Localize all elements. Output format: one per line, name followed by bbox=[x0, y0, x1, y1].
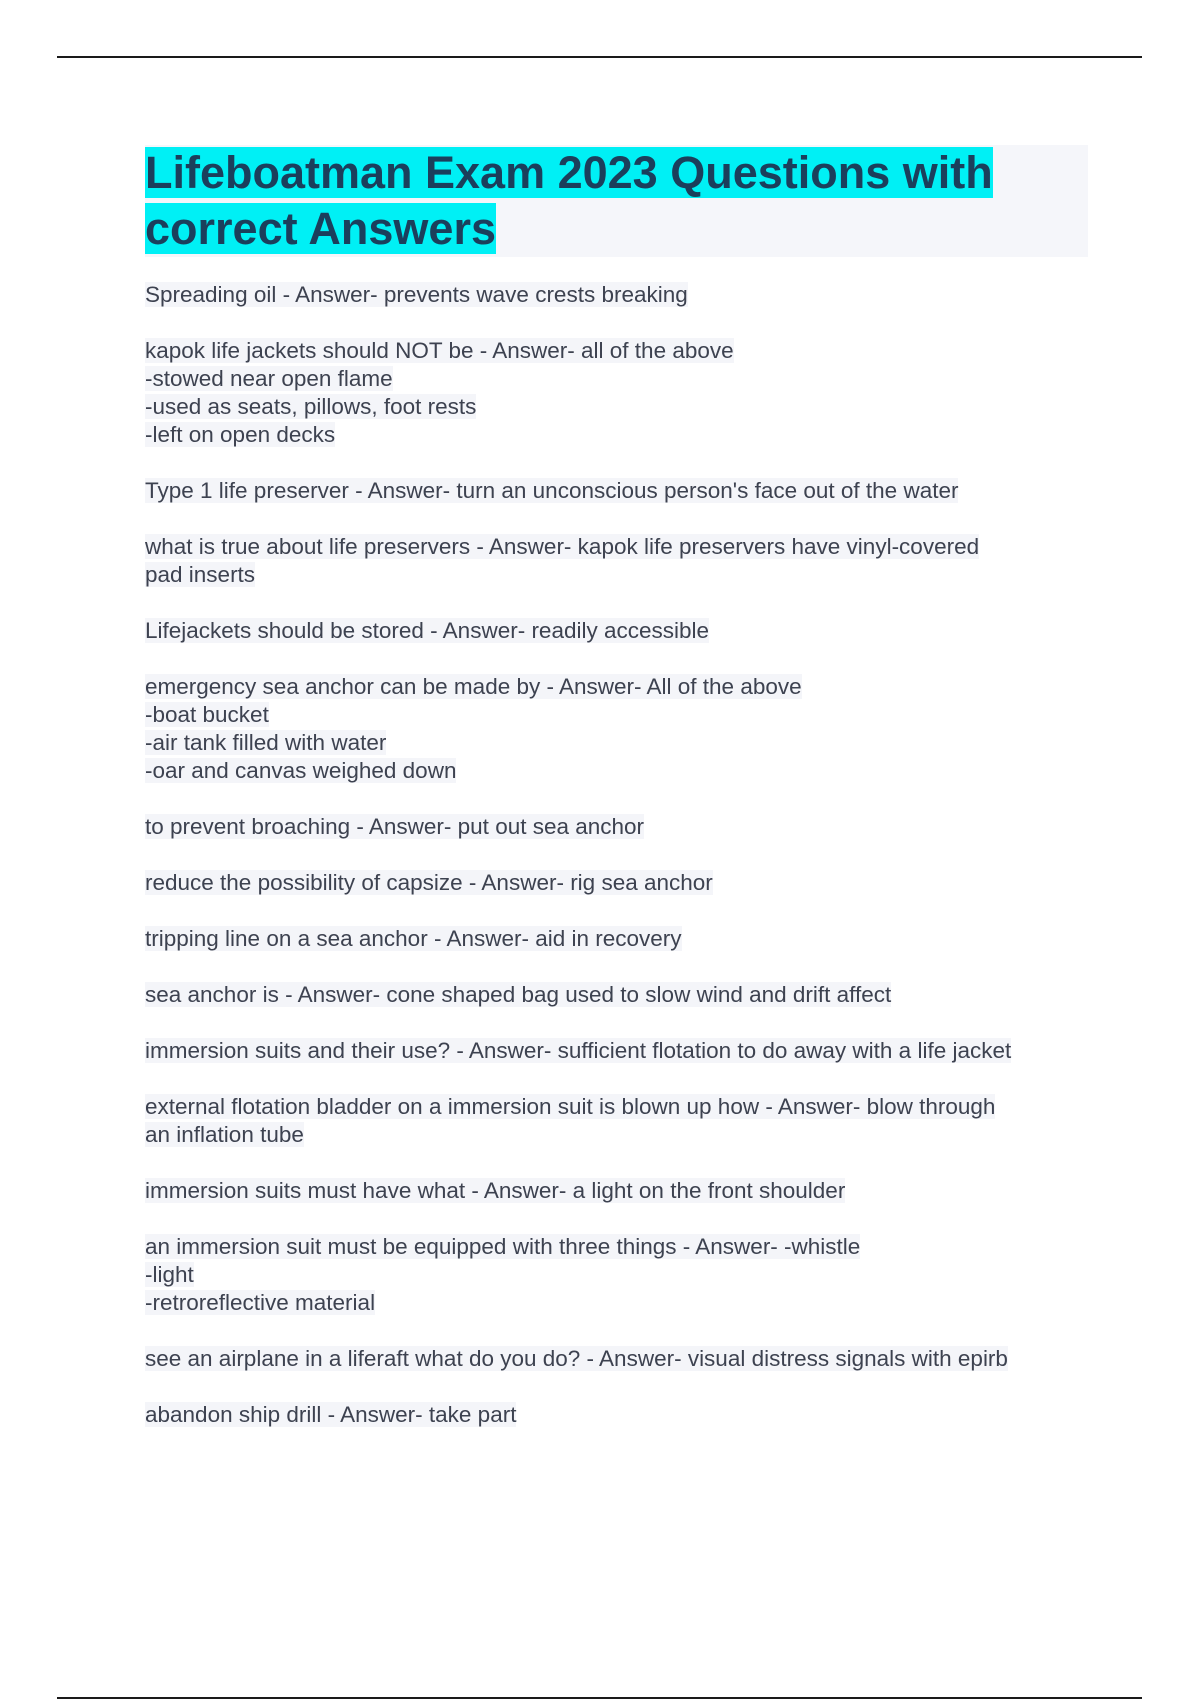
qa-question-line: Type 1 life preserver - Answer- turn an unconscious person's face out of the water bbox=[145, 478, 959, 503]
qa-item bbox=[145, 1093, 1090, 1149]
qa-answer-line: -used as seats, pillows, foot rests bbox=[145, 394, 477, 419]
document-title bbox=[145, 145, 1088, 257]
qa-question-line: Lifejackets should be stored - Answer- readily accessible bbox=[145, 618, 710, 643]
qa-answer-line: -air tank filled with water bbox=[145, 730, 387, 755]
qa-question-line: Spreading oil - Answer- prevents wave crests breaking bbox=[145, 282, 688, 307]
qa-answer-line: -oar and canvas weighed down bbox=[145, 758, 457, 783]
qa-answer-line: an inflation tube bbox=[145, 1122, 304, 1147]
qa-item bbox=[145, 281, 1090, 309]
qa-item bbox=[145, 1345, 1090, 1373]
top-rule bbox=[57, 56, 1142, 58]
document-title-text: Lifeboatman Exam 2023 Questions with correct Answers bbox=[145, 147, 993, 254]
qa-question-line: external flotation bladder on a immersion suit is blown up how - Answer- blow through bbox=[145, 1094, 996, 1119]
qa-item bbox=[145, 925, 1090, 953]
qa-answer-line: pad inserts bbox=[145, 562, 256, 587]
qa-item bbox=[145, 1401, 1090, 1429]
bottom-rule bbox=[57, 1697, 1142, 1699]
qa-question-line: sea anchor is - Answer- cone shaped bag used to slow wind and drift affect bbox=[145, 982, 892, 1007]
qa-question-line: abandon ship drill - Answer- take part bbox=[145, 1402, 517, 1427]
qa-answer-line: -left on open decks bbox=[145, 422, 336, 447]
qa-answer-line: -stowed near open flame bbox=[145, 366, 393, 391]
qa-question-line: see an airplane in a liferaft what do you do? - Answer- visual distress signals with epirb bbox=[145, 1346, 1008, 1371]
qa-item bbox=[145, 477, 1090, 505]
qa-item bbox=[145, 869, 1090, 897]
qa-item bbox=[145, 981, 1090, 1009]
qa-item bbox=[145, 1037, 1090, 1065]
qa-answer-line: -boat bucket bbox=[145, 702, 269, 727]
qa-item bbox=[145, 813, 1090, 841]
qa-question-line: reduce the possibility of capsize - Answer- rig sea anchor bbox=[145, 870, 713, 895]
qa-item bbox=[145, 337, 1090, 449]
qa-question-line: immersion suits must have what - Answer- a light on the front shoulder bbox=[145, 1178, 846, 1203]
qa-question-line: immersion suits and their use? - Answer- sufficient flotation to do away with a life jacket bbox=[145, 1038, 1012, 1063]
qa-list bbox=[145, 281, 1090, 1457]
qa-item bbox=[145, 533, 1090, 589]
qa-item bbox=[145, 617, 1090, 645]
qa-answer-line: -light bbox=[145, 1262, 194, 1287]
qa-question-line: what is true about life preservers - Answer- kapok life preservers have vinyl-covered bbox=[145, 534, 980, 559]
qa-question-line: kapok life jackets should NOT be - Answer- all of the above bbox=[145, 338, 734, 363]
qa-item bbox=[145, 1233, 1090, 1317]
qa-item bbox=[145, 673, 1090, 785]
qa-question-line: an immersion suit must be equipped with three things - Answer- -whistle bbox=[145, 1234, 861, 1259]
qa-answer-line: -retroreflective material bbox=[145, 1290, 376, 1315]
qa-question-line: to prevent broaching - Answer- put out sea anchor bbox=[145, 814, 645, 839]
qa-item bbox=[145, 1177, 1090, 1205]
qa-question-line: emergency sea anchor can be made by - Answer- All of the above bbox=[145, 674, 802, 699]
qa-question-line: tripping line on a sea anchor - Answer- aid in recovery bbox=[145, 926, 682, 951]
